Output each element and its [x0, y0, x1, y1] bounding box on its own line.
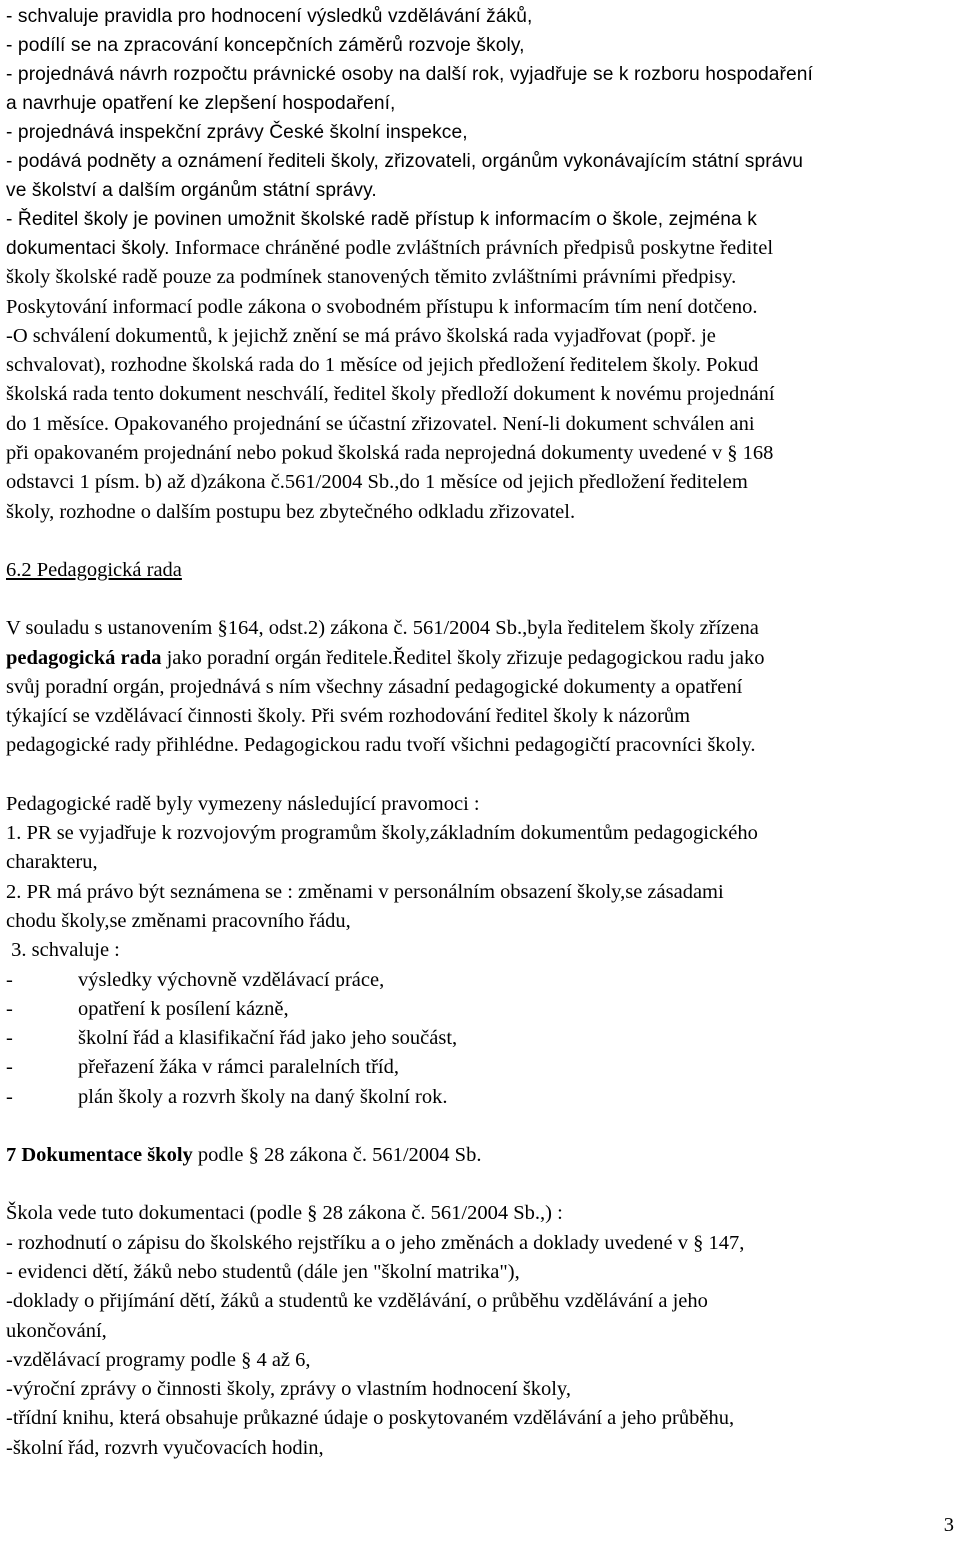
list-item — [6, 995, 956, 1024]
text-line: odstavci 1 písm. b) až d)zákona č.561/2004 Sb.,do 1 měsíce od jejich předložení ředitelem — [6, 471, 748, 494]
text-line: ukončování, — [6, 1319, 107, 1342]
spacer — [6, 761, 956, 790]
text-line: a navrhuje opatření ke zlepšení hospodaření, — [6, 93, 396, 114]
text-line: svůj poradní orgán, projednává s ním všechny zásadní pedagogické dokumenty a opatření — [6, 675, 743, 698]
text-line: -doklady o přijímání dětí, žáků a studentů ke vzdělávání, o průběhu vzdělávání a jeho — [6, 1290, 708, 1313]
text-line: školy, rozhodne o dalším postupu bez zbytečného odkladu zřizovatel. — [6, 500, 576, 523]
text-line: 2. PR má právo být seznámena se : změnami v personálním obsazení školy,se zásadami — [6, 880, 724, 903]
list-item — [6, 1053, 956, 1082]
text-line: - projednává návrh rozpočtu právnické osoby na další rok, vyjadřuje se k rozboru hospodaření — [6, 64, 813, 85]
text-line: schvalovat), rozhodne školská rada do 1 měsíce od jejich předložení ředitelem školy. Pokud — [6, 354, 759, 377]
text-line: - schvaluje pravidla pro hodnocení výsledků vzdělávání žáků, — [6, 6, 533, 27]
text-line: -výroční zprávy o činnosti školy, zprávy o vlastním hodnocení školy, — [6, 1378, 571, 1401]
dash-marker: - — [6, 997, 13, 1020]
text-line: pedagogické rady přihlédne. Pedagogickou radu tvoří všichni pedagogičtí pracovníci školy. — [6, 734, 756, 757]
text-line: - rozhodnutí o zápisu do školského rejstříku a o jeho změnách a doklady uvedené v § 147, — [6, 1231, 745, 1254]
section-heading-6-2: 6.2 Pedagogická rada — [6, 558, 182, 581]
document-page — [6, 2, 956, 1463]
text-line: - projednává inspekční zprávy České školní inspekce, — [6, 122, 468, 143]
information-paragraph — [6, 263, 956, 1463]
text-line: ve školství a dalším orgánům státní správy. — [6, 180, 377, 201]
spacer — [6, 527, 956, 556]
list-item — [6, 1083, 956, 1112]
text-line: Pedagogické radě byly vymezeny následující pravomoci : — [6, 792, 480, 815]
text-line: - podílí se na zpracování koncepčních záměrů rozvoje školy, — [6, 35, 525, 56]
list-item-text: přeřazení žáka v rámci paralelních tříd, — [78, 1056, 399, 1079]
heading-rest: podle § 28 zákona č. 561/2004 Sb. — [192, 1144, 482, 1167]
list-item — [6, 1024, 956, 1053]
text-line: -školní řád, rozvrh vyučovacích hodin, — [6, 1436, 324, 1459]
list-item-text: výsledky výchovně vzdělávací práce, — [78, 968, 385, 991]
spacer — [6, 1112, 956, 1141]
text-line: - podává podněty a oznámení řediteli školy, zřizovateli, orgánům vykonávajícím státní správu — [6, 151, 803, 172]
text-line: 1. PR se vyjadřuje k rozvojovým programům školy,základním dokumentům pedagogického — [6, 822, 758, 845]
dash-marker: - — [6, 1085, 13, 1108]
text-line: 3. schvaluje : — [6, 939, 120, 962]
dash-marker: - — [6, 968, 13, 991]
section-heading-7 — [6, 1141, 956, 1170]
text-line: - Ředitel školy je povinen umožnit školské radě přístup k informacím o škole, zejména k — [6, 209, 757, 230]
list-item-text: plán školy a rozvrh školy na daný školní rok. — [78, 1085, 448, 1108]
page-number: 3 — [943, 1514, 954, 1536]
text-line: -vzdělávací programy podle § 4 až 6, — [6, 1348, 311, 1371]
text-line: -třídní knihu, která obsahuje průkazné údaje o poskytovaném vzdělávání a jeho průběhu, — [6, 1407, 735, 1430]
list-item-text: opatření k posílení kázně, — [78, 997, 289, 1020]
text-line: školská rada tento dokument neschválí, ředitel školy předloží dokument k novému projednání — [6, 383, 775, 406]
list-item-text: školní řád a klasifikační řád jako jeho součást, — [78, 1027, 458, 1050]
mixed-font-line — [6, 234, 956, 263]
dash-marker: - — [6, 1027, 13, 1050]
text-line: Informace chráněné podle zvláštních právních předpisů poskytne ředitel — [169, 237, 774, 259]
spacer — [6, 585, 956, 614]
text-line: při opakovaném projednání nebo pokud školská rada neprojedná dokumenty uvedené v § 168 — [6, 442, 774, 465]
spacer — [6, 1170, 956, 1199]
text-line: V souladu s ustanovením §164, odst.2) zákona č. 561/2004 Sb.,byla ředitelem školy zřízena — [6, 617, 759, 640]
text-line: dokumentaci školy. — [6, 238, 170, 259]
council-duties-list — [6, 2, 956, 263]
text-line: do 1 měsíce. Opakovaného projednání se účastní zřizovatel. Není-li dokument schválen ani — [6, 412, 755, 435]
dash-marker: - — [6, 1056, 13, 1079]
text-line: -O schválení dokumentů, k jejichž znění se má právo školská rada vyjadřovat (popř. je — [6, 324, 716, 347]
text-line: jako poradní orgán ředitele.Ředitel školy zřizuje pedagogickou radu jako — [161, 646, 765, 669]
text-line: týkající se vzdělávací činnosti školy. Při svém rozhodování ředitel školy k názorům — [6, 705, 691, 728]
list-item — [6, 966, 956, 995]
text-line: Poskytování informací podle zákona o svobodném přístupu k informacím tím není dotčeno. — [6, 295, 758, 318]
mixed-bold-line — [6, 644, 956, 673]
text-line: chodu školy,se změnami pracovního řádu, — [6, 909, 351, 932]
bold-term: pedagogická rada — [6, 646, 162, 669]
text-line: - evidenci dětí, žáků nebo studentů (dále jen "školní matrika"), — [6, 1260, 520, 1283]
text-line: školy školské radě pouze za podmínek stanovených těmito zvláštními právními předpisy. — [6, 266, 737, 289]
text-line: charakteru, — [6, 851, 98, 874]
heading-bold-part: 7 Dokumentace školy — [6, 1144, 193, 1167]
text-line: Škola vede tuto dokumentaci (podle § 28 zákona č. 561/2004 Sb.,) : — [6, 1202, 563, 1225]
